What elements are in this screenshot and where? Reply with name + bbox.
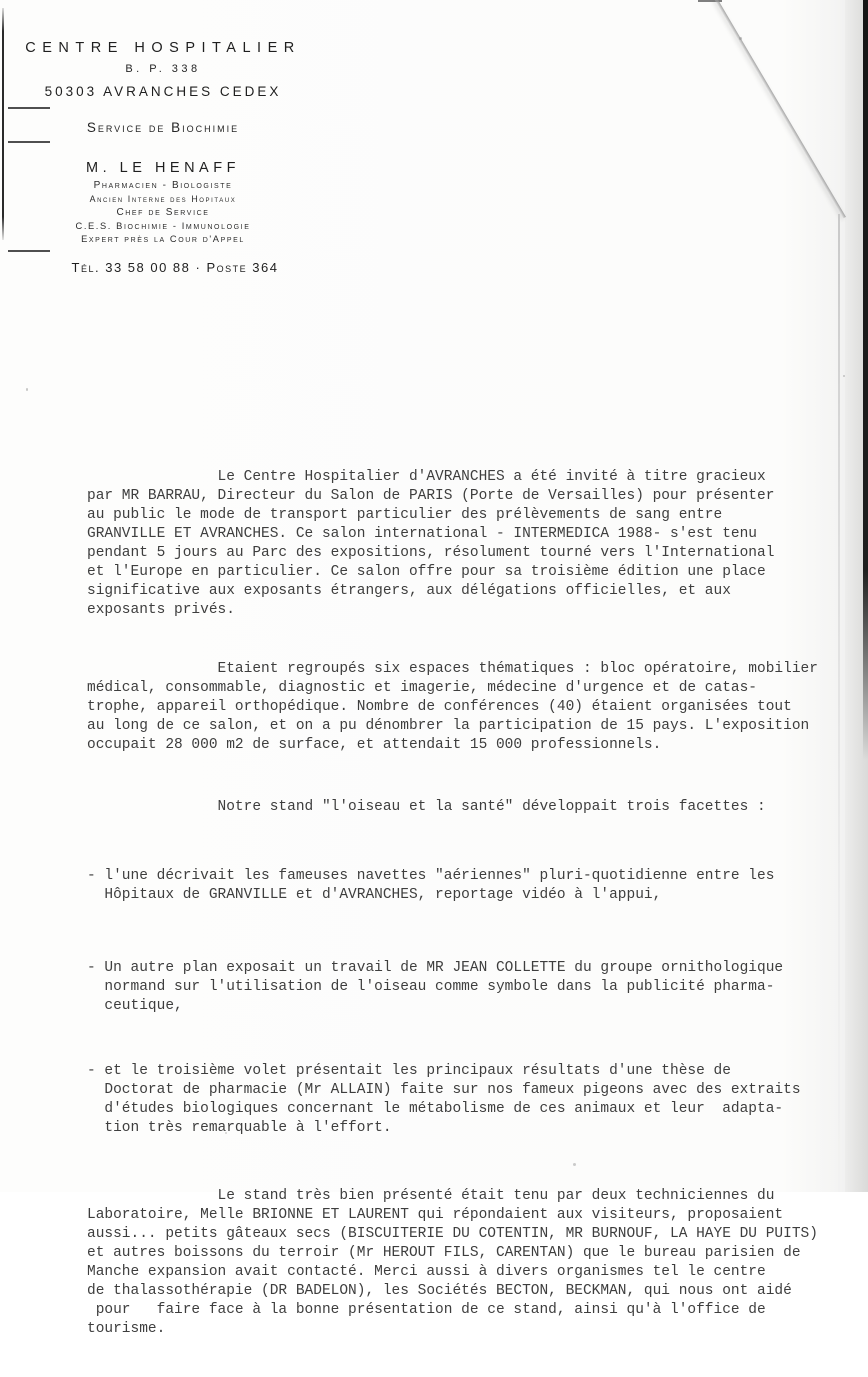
text-line: Ancien Interne des Hopitaux: [89, 193, 237, 204]
po-box: B. P. 338: [125, 63, 201, 75]
bullet-ornithologie: [87, 959, 818, 1016]
text-line: Notre stand "l'oiseau et la santé" développait trois facettes :: [87, 799, 766, 815]
divider-rule: [8, 250, 50, 252]
text-line: Le Centre Hospitalier d'AVRANCHES a été invité à titre gracieux: [87, 469, 766, 485]
text-line: Etaient regroupés six espaces thématiques : bloc opératoire, mobilier: [87, 661, 818, 677]
text-line: médical, consommable, diagnostic et imagerie, médecine d'urgence et de catas-: [87, 680, 758, 696]
text-line: Laboratoire, Melle BRIONNE ET LAURENT qui répondaient aux visiteurs, proposaient: [87, 1207, 784, 1223]
text-line: Chef de Service: [116, 207, 210, 219]
bullet-navettes: [87, 867, 818, 905]
text-line: d'études biologiques concernant le métabolisme de ces animaux et leur adapta-: [87, 1101, 784, 1117]
text-line: - l'une décrivait les fameuses navettes "aériennes" pluri-quotidienne entre les: [87, 868, 775, 884]
text-line: de thalassothérapie (DR BADELON), les Sociétés BECTON, BECKMAN, qui nous ont aidé: [87, 1283, 792, 1299]
text-line: C.E.S. Biochimie - Immunologie: [75, 220, 251, 231]
text-line: ceutique,: [87, 998, 183, 1014]
dust-speck: [225, 1132, 227, 1134]
dust-speck: [26, 388, 28, 391]
text-line: au long de ce salon, et on a pu dénombrer la participation de 15 pays. L'exposition: [87, 718, 810, 734]
dust-speck: [843, 375, 845, 377]
text-line: Pharmacien - Biologiste: [93, 180, 233, 191]
paper-edge-line: [838, 214, 840, 1192]
text-line: et l'Europe en particulier. Ce salon offre pour sa troisième édition une place: [87, 564, 766, 580]
text-line: pendant 5 jours au Parc des expositions, résolument tourné vers l'International: [87, 545, 775, 561]
text-line: tion très remarquable à l'effort.: [87, 1120, 392, 1136]
text-line: Doctorat de pharmacie (Mr ALLAIN) faite sur nos fameux pigeons avec des extraits: [87, 1082, 801, 1098]
text-line: - Un autre plan exposait un travail de MR JEAN COLLETTE du groupe ornithologique: [87, 960, 784, 976]
text-line: Hôpitaux de GRANVILLE et d'AVRANCHES, reportage vidéo à l'appui,: [87, 887, 662, 903]
org-name: CENTRE HOSPITALIER: [25, 40, 301, 56]
scan-edge-left: [2, 8, 4, 240]
paragraph-stand: [87, 798, 818, 817]
paragraph-espaces: [87, 660, 818, 755]
text-line: significative aux exposants étrangers, aux délégations officielles, et aux: [87, 583, 731, 599]
scan-edge-right: [863, 0, 868, 760]
person-name: M. LE HENAFF: [86, 160, 240, 176]
text-line: Le stand très bien présenté était tenu par deux techniciennes du: [87, 1188, 775, 1204]
text-line: pour faire face à la bonne présentation de ce stand, ainsi qu'à l'office de: [87, 1302, 766, 1318]
letter-body: [87, 430, 818, 1377]
text-line: Manche expansion avait contacté. Merci aussi à divers organismes tel le centre: [87, 1264, 766, 1280]
paragraph-intro: [87, 468, 818, 620]
divider-rule: [8, 141, 50, 143]
text-line: aussi... petits gâteaux secs (BISCUITERIE DU COTENTIN, MR BURNOUF, LA HAYE DU PUITS): [87, 1226, 818, 1242]
text-line: par MR BARRAU, Directeur du Salon de PARIS (Porte de Versailles) pour présenter: [87, 488, 775, 504]
text-line: Expert près la Cour d'Appel: [81, 234, 245, 245]
text-line: - et le troisième volet présentait les principaux résultats d'une thèse de: [87, 1063, 731, 1079]
person-titles: [8, 179, 318, 247]
dust-speck: [739, 37, 742, 40]
page-fold-crease: [714, 0, 845, 218]
paragraph-remerciements: [87, 1187, 818, 1339]
service-name: Service de Biochimie: [86, 120, 240, 135]
text-line: tourisme.: [87, 1321, 166, 1337]
text-line: normand sur l'utilisation de l'oiseau comme symbole dans la publicité pharma-: [87, 979, 775, 995]
text-line: GRANVILLE ET AVRANCHES. Ce salon international - INTERMEDICA 1988- s'est tenu: [87, 526, 758, 542]
text-line: exposants privés.: [87, 602, 235, 618]
text-line: occupait 28 000 m2 de surface, et attendait 15 000 professionnels.: [87, 737, 662, 753]
dust-speck: [573, 1163, 576, 1166]
text-line: et autres boissons du terroir (Mr HEROUT FILS, CARENTAN) que le bureau parisien de: [87, 1245, 801, 1261]
city-postal: 50303 AVRANCHES CEDEX: [44, 84, 282, 99]
phone-line: Tél. 33 58 00 88 · Poste 364: [71, 260, 279, 275]
text-line: trophe, appareil orthopédique. Nombre de conférences (40) étaient organisées tout: [87, 699, 792, 715]
divider-rule: [8, 107, 50, 109]
text-line: au public le mode de transport particulier des prélèvements de sang entre: [87, 507, 723, 523]
bullet-these: [87, 1062, 818, 1138]
